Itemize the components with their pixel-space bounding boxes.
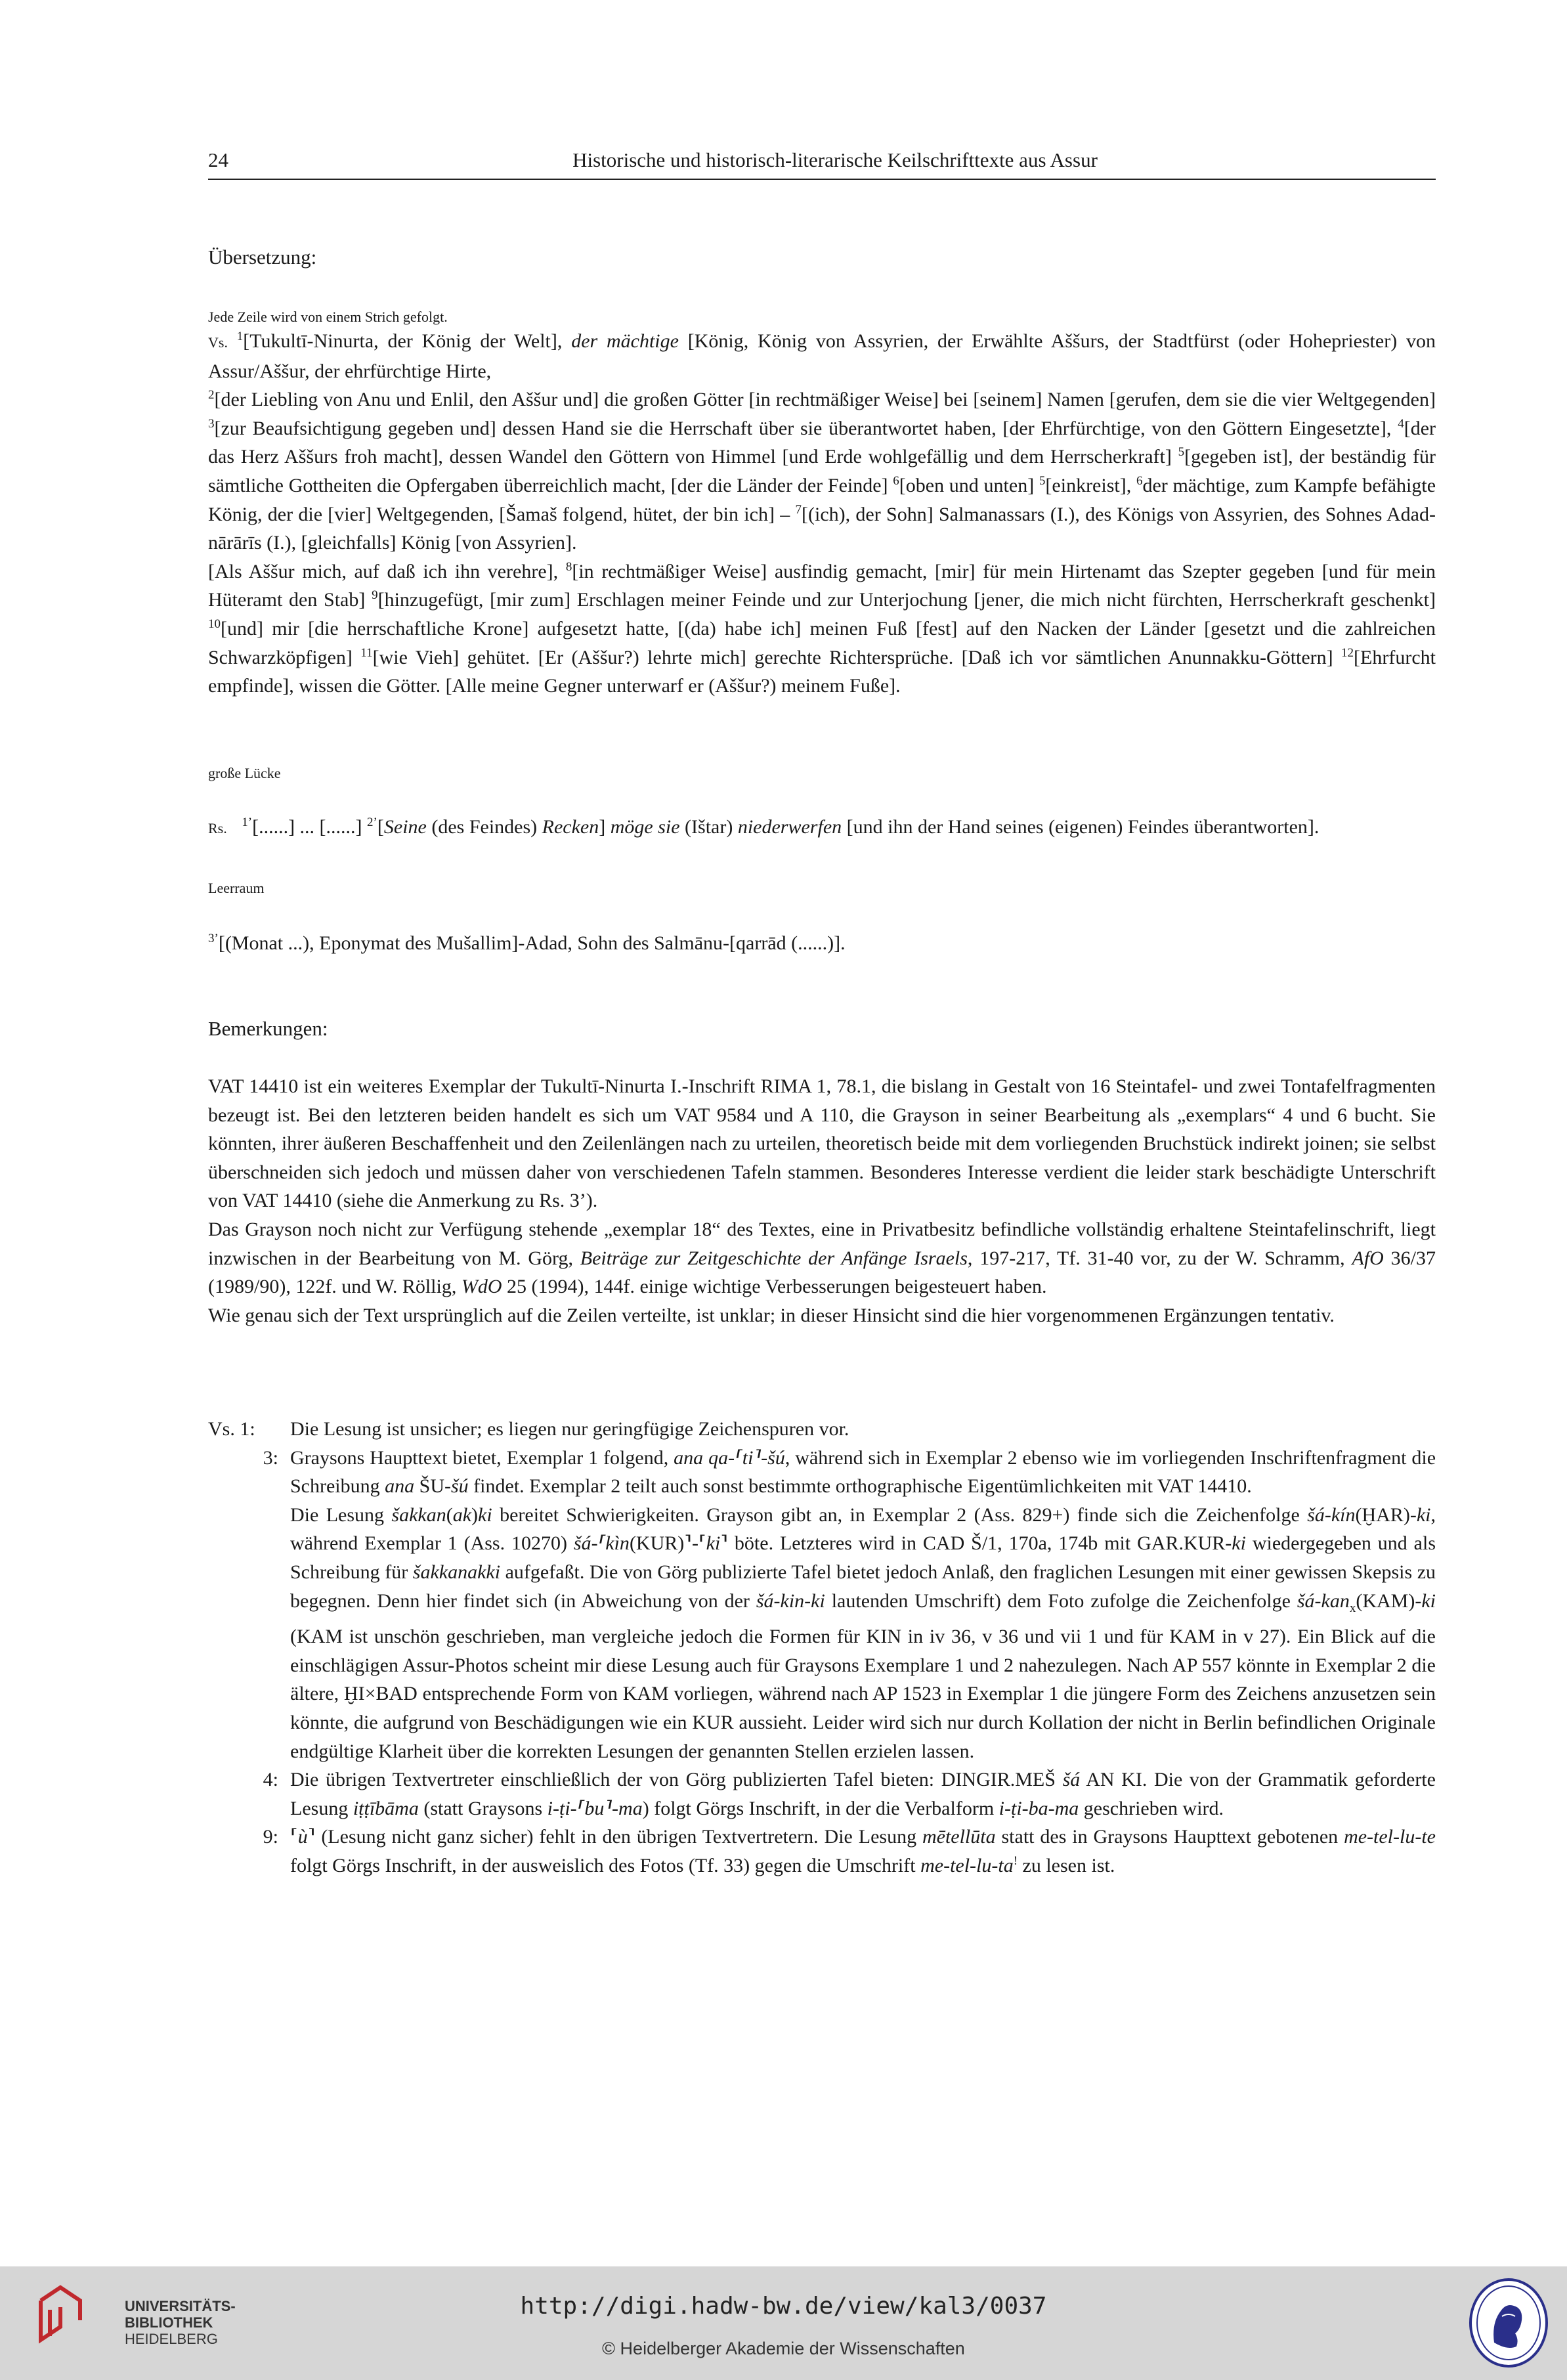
remarks-paragraphs (208, 1072, 1436, 1330)
note-line-strike: Jede Zeile wird von einem Strich gefolgt. (208, 309, 448, 325)
reverse-line-3: $^{3’}$[(Monat ...), Eponymat des Mušallim]-Adad, Sohn des Salmānu-[qarrād (......)]. (208, 932, 846, 954)
obverse-tag: Vs. (208, 334, 228, 351)
academy-seal-icon (1468, 2277, 1549, 2369)
line-notes (208, 1415, 1436, 1880)
note-line-3: 3: Graysons Haupttext bietet, Exemplar 1 folgend, ana qa-⸢ti⸣-šú, während sich in Exemplar 2 ebenso wie im vorliegenden Inschriftenfragment die Schreibung ana ŠU-šú findet. Exemplar 2 teilt auch sonst bestimmte orthographische Eigentümlichkeiten mit VAT 14410. Die Lesung šakkan(ak)ki bereitet Schwierigkeiten. Grayson gibt an, in Exemplar 2 (Ass. 829+) finde sich die Zeichenfolge šá-kín(ḪAR)-ki, während Exemplar 1 (Ass. 10270) šá-⸢kìn(KUR)⸣-⸢ki⸣ böte. Letzteres wird in CAD Š/1, 170a, 174b mit GAR.KUR-ki wiedergegeben und als Schreibung für šakkanakki aufgefaßt. Die von Görg publizierte Tafel bietet jedoch Anlaß, den fraglichen Lesungen mit einer gewissen Skepsis zu begegnen. Denn hier findet sich (in Abweichung von der šá-kin-ki lautenden Umschrift) dem Foto zufolge die Zeichenfolge šá-kan$_x$(KAM)-ki (KAM ist unschön geschrieben, man vergleiche jedoch die Formen für KIN in iv 36, v 36 und vii 1 und für KAM in v 27). Ein Blick auf die einschlägigen Assur-Photos scheint mir diese Lesung auch für Graysons Exemplare 1 und 2 nahezulegen. Nach AP 557 könnte in Exemplar 2 die ältere, ḪI×BAD entsprechende Form von KAM vorliegen, während nach AP 1523 in Exemplar 1 die jüngere Form des Zeichens anzusetzen sein könnte, die aufgrund von Beschädigungen wie ein KUR aussieht. Leider wird sich nur durch Kollation der nicht in Berlin befindlichen Originale endgültige Klarheit über die korrekten Lesungen der genannten Stellen erzielen lassen. (263, 1446, 1436, 1762)
obverse-translation: Vs. $^1$[Tukultī-Ninurta, der König der Welt], der mächtige [König, König von Assyrien, der Erwählte Aššurs, der Stadtfürst (oder Hohepriester) von Assur/Aššur, der ehrfürchtige Hirte, $^2$[der Liebling von Anu und Enlil, den Aššur und] die großen Götter [in rechtmäßiger Weise] bei [seinem] Namen [gerufen, dem sie die vier Weltgegenden] $^3$[zur Beaufsichtigung gegeben und] dessen Hand sie die Herrschaft über sie überantwortet haben, [der Ehrfürchtige, von den Göttern Eingesetzte], $^4$[der das Herz Aššurs froh macht], dessen Wandel den Göttern von Himmel [und Erde wohlgefällig und dem Herrscherkraft] $^5$[gegeben ist], der beständig für sämtliche Gottheiten die Opfergaben überreichlich macht, [der die Länder der Feinde] $^6$[oben und unten] $^5$[einkreist], $^6$der mächtige, zum Kampfe befähigte König, der die [vier] Weltgegenden, [Šamaš folgend, hütet, der bin ich] – $^7$[(ich), der Sohn] Salmanassars (I.), des Königs von Assyrien, des Sohnes Adad-nārārīs (I.), [gleichfalls] König [von Assyrien]. [Als Aššur mich, auf daß ich ihn verehre], $^8$[in rechtmäßiger Weise] ausfindig gemacht, [mir] für mein Hirtenamt das Szepter gegeben [und für mein Hüteramt den Stab] $^9$[hinzugefügt, [mir zum] Erschlagen meiner Feinde und zur Unterjochung [jener, die mich nicht fürchten, Herrscherkraft geschenkt] $^{10}$[und] mir [die herrschaftliche Krone] aufgesetzt hatte, [(da) habe ich] meinen Fuß [fest] auf den Nacken der Länder [gesetzt und die zahlreichen Schwarzköpfigen] $^{11}$[wie Vieh] gehütet. [Er (Aššur?) lehrte mich] gerechte Richtersprüche. [Daß ich vor sämtlichen Anunnakku-Göttern] $^{12}$[Ehrfurcht empfinde], wissen die Götter. [Alle meine Gegner unterwarf er (Aššur?) meinem Fuße]. (208, 330, 1436, 697)
copyright-notice: © Heidelberger Akademie der Wissenschaften (602, 2339, 965, 2358)
empty-space-note: Leerraum (208, 880, 265, 896)
running-title: Historische und historisch-literarische Keilschrifttexte aus Assur (572, 148, 1098, 171)
remarks-paragraph-3: Wie genau sich der Text ursprünglich auf die Zeilen verteilte, ist unklar; in dieser Hinsicht sind die hier vorgenommenen Ergänzungen tentativ. (208, 1304, 1335, 1326)
gap-note: große Lücke (208, 765, 281, 781)
note-line-4: 4: Die übrigen Textvertreter einschließlich der von Görg publizierten Tafel bieten: DINGIR.MEŠ šá AN KI. Die von der Grammatik geforderte Lesung iṭṭībāma (statt Graysons i-ṭi-⸢bu⸣-ma) folgt Görgs Inschrift, in der die Verbalform i-ṭi-ba-ma geschrieben wird. (263, 1769, 1436, 1819)
translation-heading: Übersetzung: (208, 246, 317, 269)
remarks-heading: Bemerkungen: (208, 1017, 328, 1040)
remarks-paragraph-2: Das Grayson noch nicht zur Verfügung stehende „exemplar 18“ des Textes, eine in Privatbesitz befindliche vollständig erhaltene Steintafelinschrift, liegt inzwischen in der Bearbeitung von M. Görg, Beiträge zur Zeitgeschichte der Anfänge Israels, 197-217, Tf. 31-40 vor, zu der W. Schramm, AfO 36/37 (1989/90), 122f. und W. Röllig, WdO 25 (1994), 144f. einige wichtige Verbesserungen beigesteuert haben. (208, 1218, 1436, 1298)
permalink-url[interactable]: http://digi.hadw-bw.de/view/kal3/0037 (520, 2293, 1047, 2320)
note-vs1: Vs. 1: Die Lesung ist unsicher; es liegen nur geringfügige Zeichenspuren vor. (208, 1418, 849, 1440)
reverse-tag: Rs. (208, 820, 227, 836)
footer-bar (0, 2266, 1567, 2380)
remarks-paragraph-1: VAT 14410 ist ein weiteres Exemplar der Tukultī-Ninurta I.-Inschrift RIMA 1, 78.1, die bislang in Gestalt von 16 Steintafel- und zwei Tontafelfragmenten bezeugt ist. Bei den letzteren beiden handelt es sich um VAT 9584 und A 110, die Grayson in seiner Bearbeitung als „exemplars“ 4 und 6 bucht. Sie könnten, ihrer äußeren Beschaffenheit und den Zeilenlängen nach zu urteilen, theoretisch beide mit dem vorliegenden Bruchstück indirekt joinen; sie selbst überschneiden sich jedoch und müssen daher von verschiedenen Tafeln stammen. Besonderes Interesse verdient die leider stark beschädigte Unterschrift von VAT 14410 (siehe die Anmerkung zu Rs. 3’). (208, 1075, 1436, 1212)
reverse-translation: Rs. $^{1’}$[......] ... [......] $^{2’}$[Seine (des Feindes) Recken] möge sie (Ištar) niederwerfen [und ihn der Hand seines (eigenen) Feindes überantworten]. (208, 815, 1320, 838)
page-number: 24 (208, 148, 228, 171)
note-line-9: 9: ⸢ù⸣ (Lesung nicht ganz sicher) fehlt in den übrigen Textvertretern. Die Lesung mētellūta statt des in Graysons Haupttext gebotenen me-tel-lu-te folgt Görgs Inschrift, in der ausweislich des Fotos (Tf. 33) gegen die Umschrift me-tel-lu-ta! zu lesen ist. (263, 1826, 1436, 1876)
library-logo[interactable]: UNIVERSITÄTS- BIBLIOTHEK HEIDELBERG (34, 2281, 231, 2353)
page-header (208, 148, 1436, 180)
